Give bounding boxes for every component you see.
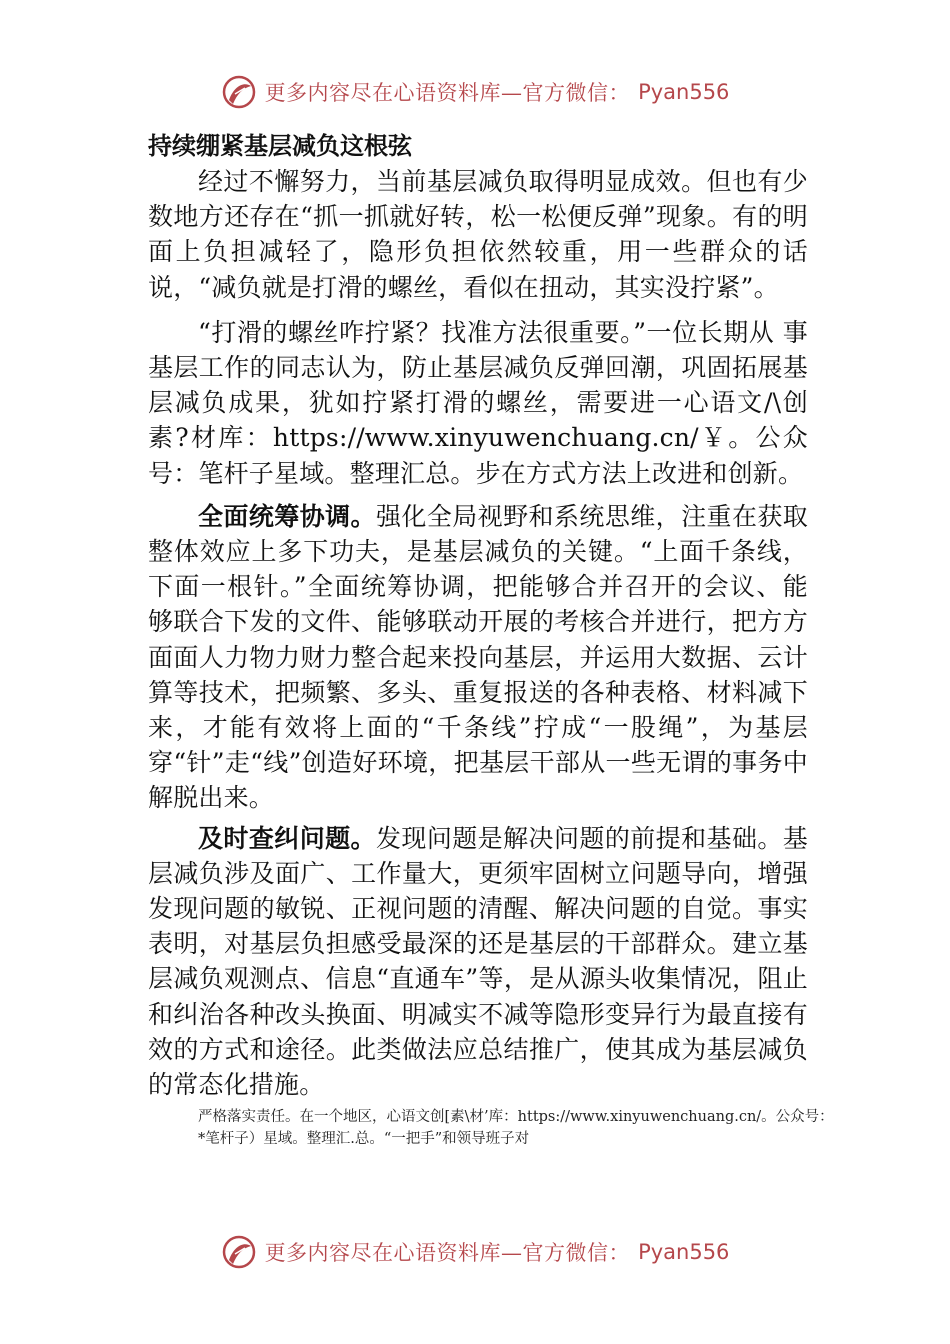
small-note: 严格落实责任。在一个地区，心语文创[素\材’库：https://www.xinyuwenchuang.cn/。公众号：*笔杆子）星域。整理汇.总。“一把手”和领导班子对 [198, 1109, 834, 1148]
header-banner [0, 74, 950, 110]
paragraph-3-lead: 全面统筹协调。 [198, 501, 376, 531]
brand-logo-icon [221, 74, 257, 110]
footer-banner-text: 更多内容尽在心语资料库—官方微信： [264, 1241, 631, 1265]
paragraph-3-body: 强化全局视野和系统思维，注重在获取整体效应上多下功夫，是基层减负的关键。“上面千条线， 下面一根针。”全面统筹协调，把能够合并召开的会议、能 够联合下发的文件、能够联动开展的考核合并进行，把方方面面人力物力财力整合起来投向基层，并运用大数据、云计算等技术，把频繁、多头、重复报送的各种表格、材料减下来，才能有效将上面的“千条线”拧成“一股绳”，为基层穿“针”走“线”创造好环境，把基层干部从一些无谓的事务中解脱出来。 [148, 501, 808, 813]
paragraph-2: “打滑的螺丝咋拧紧？找准方法很重要。”一位长期从 事基层工作的同志认为，防止基层减负反弹回潮，巩固拓展基层减负成果，犹如拧紧打滑的螺丝，需要进一心语文/\创素?材库：https://www.xinyuwenchuang.cn/￥。公众号：笔杆子星域。整理汇总。步在方式方法上改进和创新。 [148, 317, 808, 488]
paragraph-3 [148, 499, 808, 816]
article [148, 128, 834, 1150]
paragraph-4-body: 发现问题是解决问题的前提和基础。基层减负涉及面广、工作量大，更须牢固树立问题导向，增强发现问题的敏锐、正视问题的清醒、解决问题的自觉。事实表明，对基层负担感受最深的还是基层的干部群众。建立基层减负观测点、信息“直通车”等，是从源头收集情况，阻止和纠治各种改头换面、明减实不减等隐形变异行为最直接有效的方式和途径。此类做法应总结推广，使其成为基层减负的常态化措施。 [148, 823, 808, 1100]
paragraph-1: 经过不懈努力，当前基层减负取得明显成效。但也有少数地方还存在“抓一抓就好转，松一松便反弹”现象。有的明面上负担减轻了，隐形负担依然较重，用一些群众的话说，“减负就是打滑的螺丝，看似在扭动，其实没拧紧”。 [148, 167, 808, 302]
footer-wechat-id: Pyan556 [638, 1240, 730, 1264]
footer-banner [0, 1234, 950, 1270]
header-banner-text: 更多内容尽在心语资料库—官方微信： [264, 81, 631, 105]
paragraph-4-lead: 及时查纠问题。 [198, 823, 376, 853]
header-wechat-id: Pyan556 [638, 80, 730, 104]
article-title: 持续绷紧基层减负这根弦 [148, 132, 412, 160]
brand-logo-icon [221, 1234, 257, 1270]
paragraph-4 [148, 821, 808, 1103]
